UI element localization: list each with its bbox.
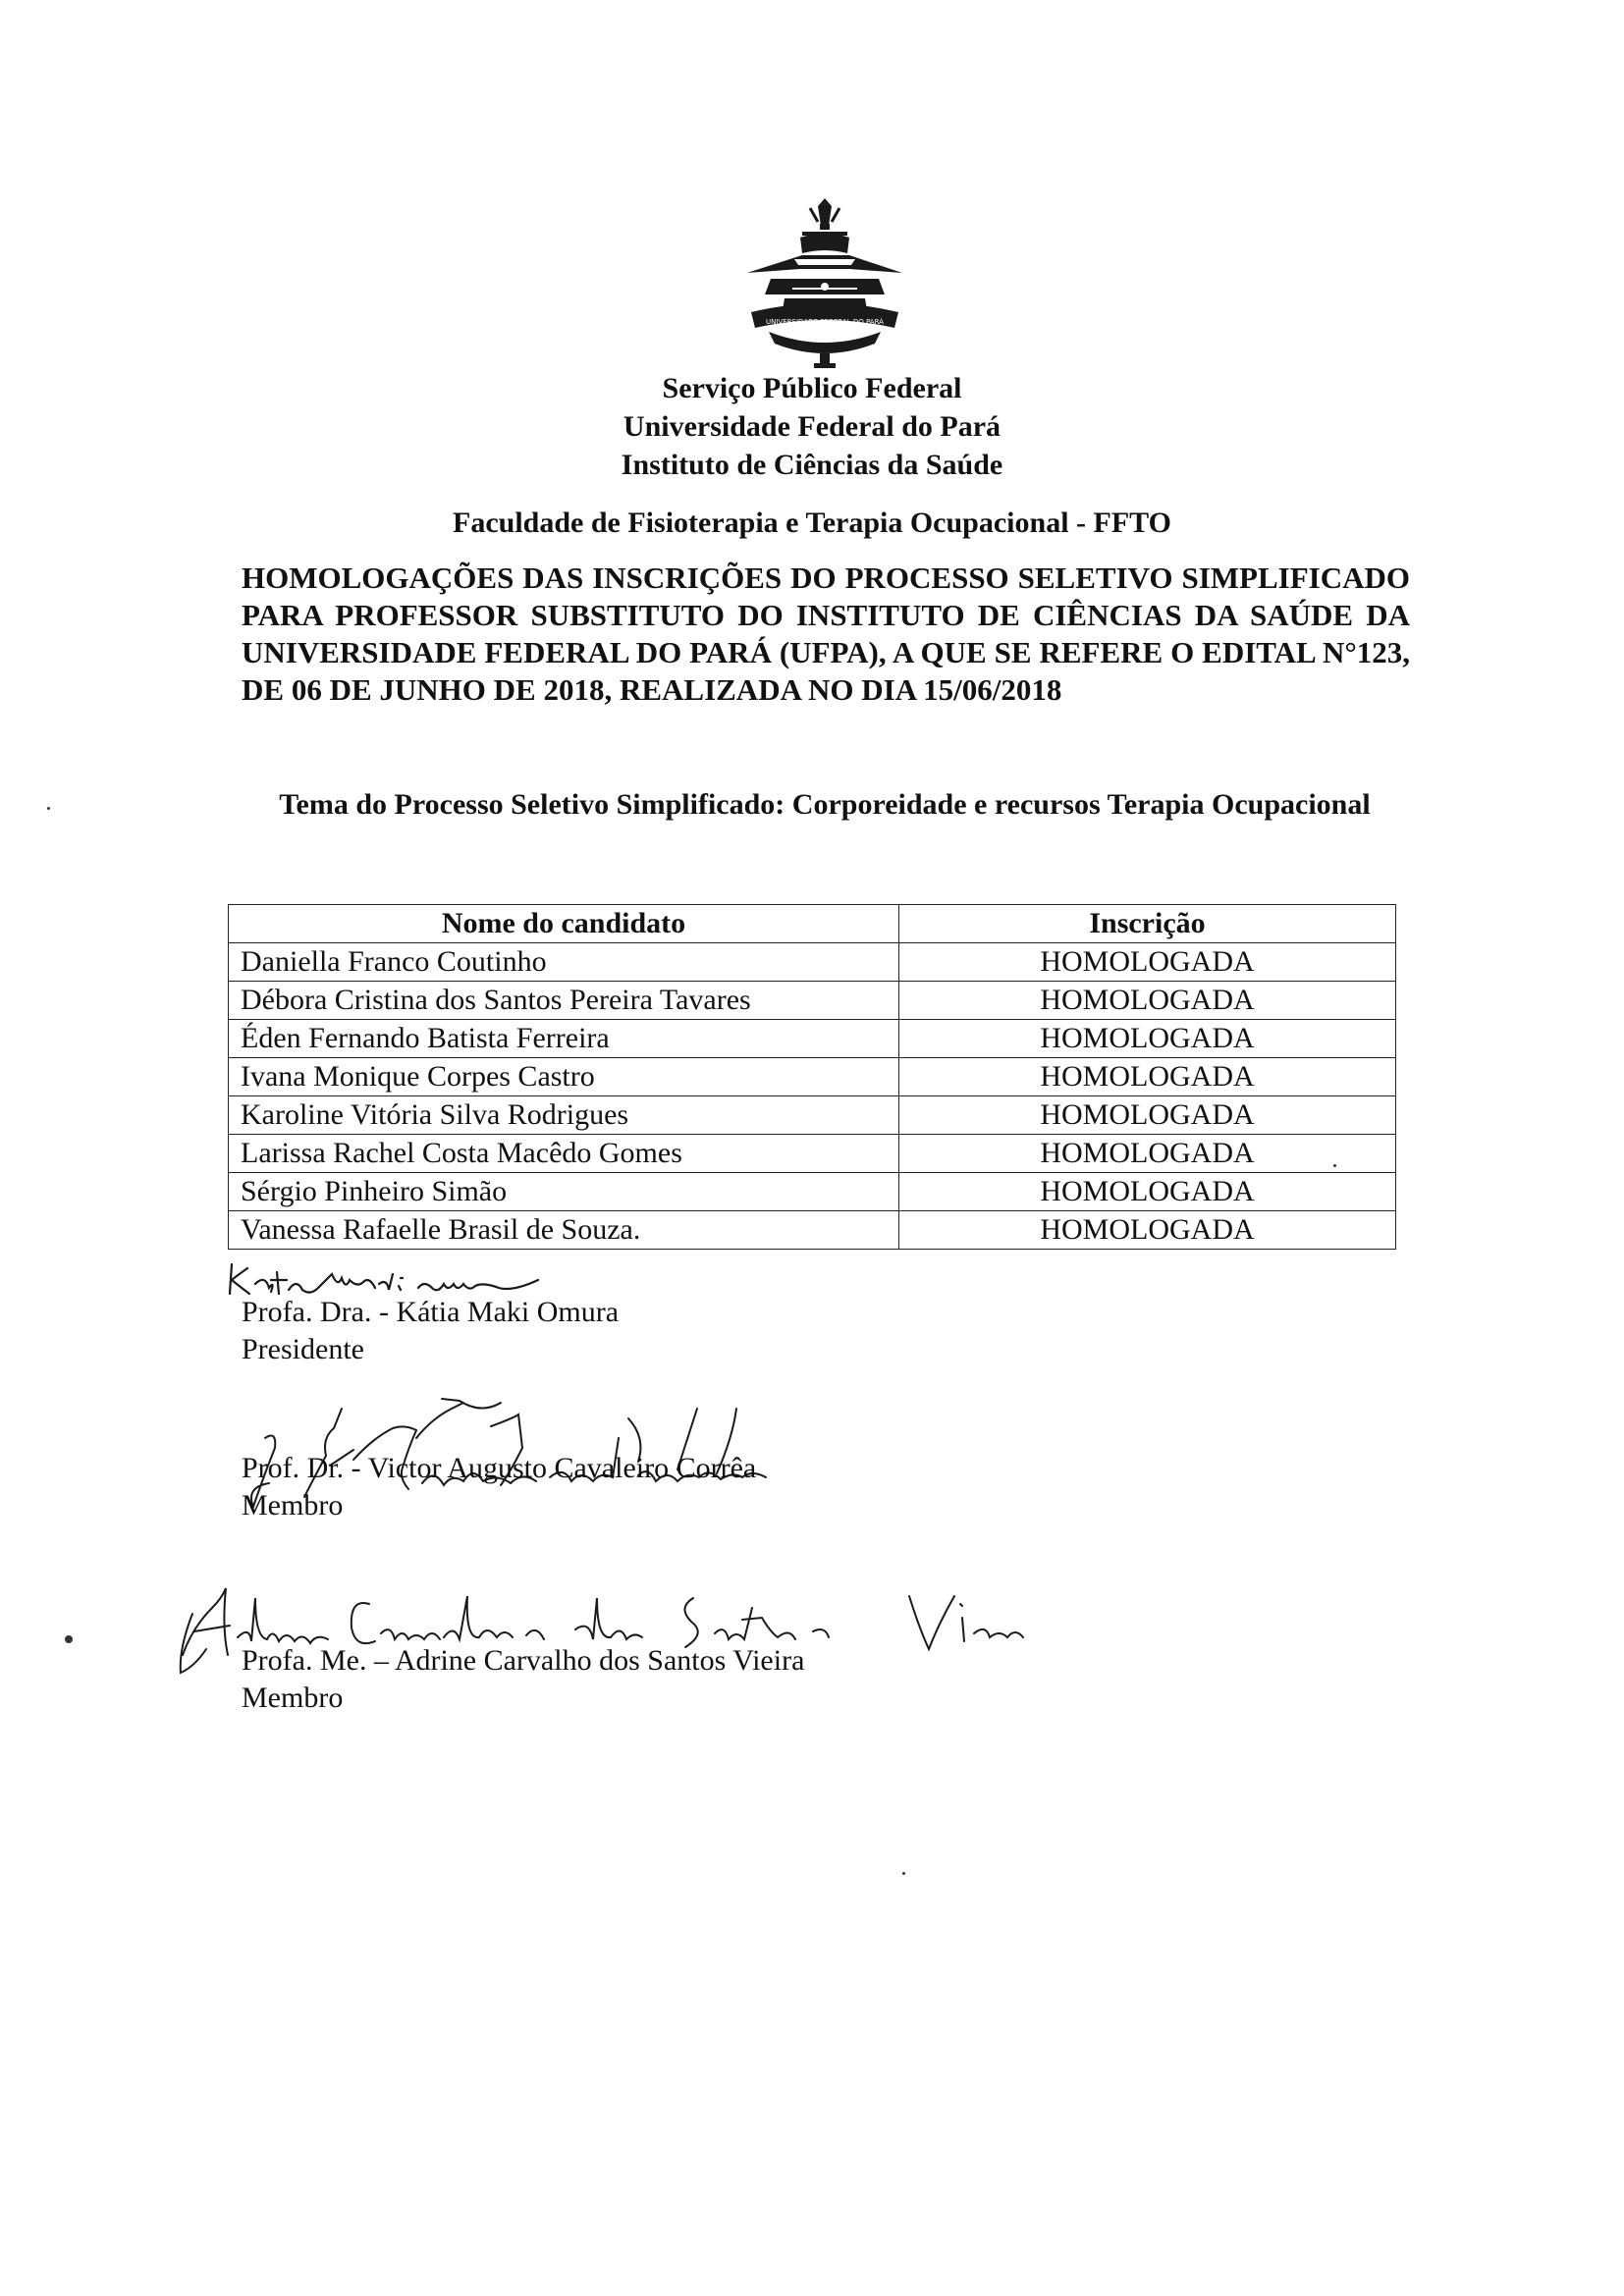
candidate-name: Karoline Vitória Silva Rodrigues bbox=[229, 1096, 899, 1135]
registration-status: HOMOLOGADA bbox=[899, 1135, 1396, 1173]
candidate-name: Sérgio Pinheiro Simão bbox=[229, 1173, 899, 1211]
registration-status: HOMOLOGADA bbox=[899, 1058, 1396, 1096]
registration-status: HOMOLOGADA bbox=[899, 1020, 1396, 1058]
candidate-name: Vanessa Rafaelle Brasil de Souza. bbox=[229, 1211, 899, 1250]
candidate-name: Daniella Franco Coutinho bbox=[229, 943, 899, 982]
table-row bbox=[229, 1058, 1396, 1096]
table-row bbox=[229, 1173, 1396, 1211]
candidates-table bbox=[228, 904, 1396, 1250]
signature-flourish-mark bbox=[173, 1610, 212, 1679]
candidate-name: Larissa Rachel Costa Macêdo Gomes bbox=[229, 1135, 899, 1173]
table-row bbox=[229, 1020, 1396, 1058]
header-line-institute: Instituto de Ciências da Saúde bbox=[621, 449, 1003, 481]
scan-speck bbox=[65, 1635, 73, 1643]
table-row bbox=[229, 982, 1396, 1020]
registration-status: HOMOLOGADA bbox=[899, 943, 1396, 982]
crest-ribbon-text: UNIVERSIDADE FEDERAL DO PARÁ bbox=[766, 318, 884, 326]
scan-speck bbox=[1333, 1164, 1336, 1167]
header-line-university: Universidade Federal do Pará bbox=[623, 410, 1001, 443]
table-header-row bbox=[229, 905, 1396, 943]
registration-status: HOMOLOGADA bbox=[899, 982, 1396, 1020]
candidate-name: Ivana Monique Corpes Castro bbox=[229, 1058, 899, 1096]
registration-status: HOMOLOGADA bbox=[899, 1211, 1396, 1250]
column-header-name: Nome do candidato bbox=[229, 905, 899, 943]
table-row bbox=[229, 1096, 1396, 1135]
registration-status: HOMOLOGADA bbox=[899, 1096, 1396, 1135]
scan-speck bbox=[902, 1872, 905, 1875]
table-row bbox=[229, 1135, 1396, 1173]
candidate-name: Débora Cristina dos Santos Pereira Tavares bbox=[229, 982, 899, 1020]
signatory-role-member-1: Membro bbox=[242, 1489, 344, 1522]
signatory-role-president: Presidente bbox=[242, 1333, 364, 1365]
selection-theme: Tema do Processo Seletivo Simplificado: Corporeidade e recursos Terapia Ocupacional bbox=[279, 788, 1371, 821]
signatory-name-member-2: Profa. Me. – Adrine Carvalho dos Santos Vieira bbox=[242, 1644, 805, 1677]
header-line-service: Serviço Público Federal bbox=[662, 372, 962, 404]
signatory-name-member-1: Prof. Dr. - Victor Augusto Cavaleiro Corrêa bbox=[242, 1452, 757, 1484]
signatory-role-member-2: Membro bbox=[242, 1682, 344, 1714]
table-row bbox=[229, 943, 1396, 982]
candidate-name: Éden Fernando Batista Ferreira bbox=[229, 1020, 899, 1058]
document-title: HOMOLOGAÇÕES DAS INSCRIÇÕES DO PROCESSO SELETIVO SIMPLIFICADO PARA PROFESSOR SUBSTITUTO DO INSTITUTO DE CIÊNCIAS DA SAÚDE DA UNIVERSIDADE FEDERAL DO PARÁ (UFPA), A QUE SE REFERE O EDITAL N°123, DE 06 DE JUNHO DE 2018, REALIZADA NO DIA 15/06/2018 bbox=[242, 561, 1410, 707]
scan-speck bbox=[47, 807, 50, 810]
registration-status: HOMOLOGADA bbox=[899, 1173, 1396, 1211]
university-crest-logo bbox=[741, 196, 908, 373]
column-header-registration: Inscrição bbox=[899, 905, 1396, 943]
table-row bbox=[229, 1211, 1396, 1250]
signatory-name-president: Profa. Dra. - Kátia Maki Omura bbox=[242, 1296, 620, 1328]
header-line-faculty: Faculdade de Fisioterapia e Terapia Ocupacional - FFTO bbox=[453, 507, 1171, 539]
